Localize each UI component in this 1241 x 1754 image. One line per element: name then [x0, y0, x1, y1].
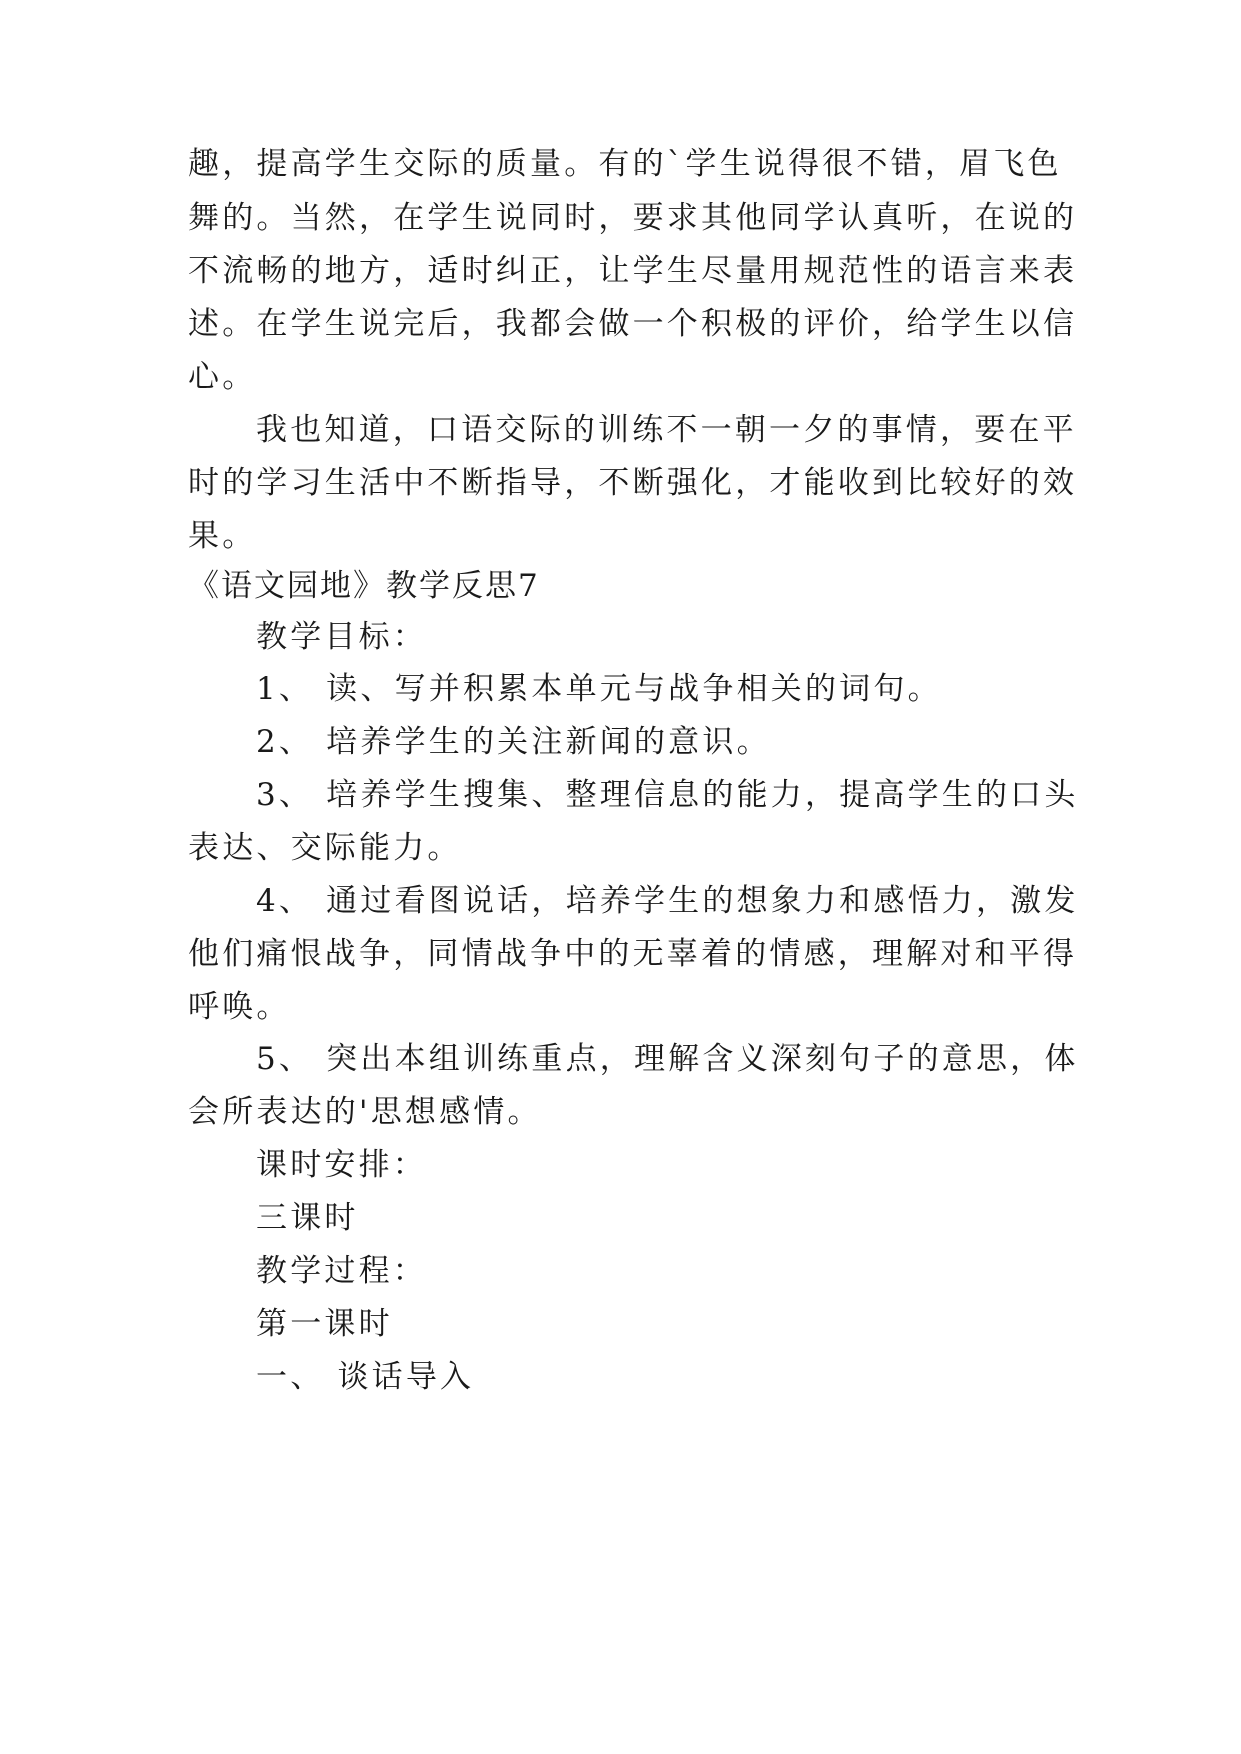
paragraph-line: 述。在学生说完后，我都会做一个积极的评价，给学生以信 — [188, 306, 1078, 342]
section-title: 《语文园地》教学反思7 — [188, 568, 540, 604]
paragraph-line: 时的学习生活中不断指导，不断强化，才能收到比较好的效 — [188, 465, 1078, 501]
paragraph-line: 不流畅的地方，适时纠正，让学生尽量用规范性的语言来表 — [188, 253, 1078, 289]
paragraph-line: 趣，提高学生交际的质量。有的`学生说得很不错，眉飞色 — [188, 146, 1062, 182]
goal-item-4-cont: 他们痛恨战争，同情战争中的无辜着的情感，理解对和平得 — [188, 936, 1078, 972]
goal-item-4: 4、 通过看图说话，培养学生的想象力和感悟力，激发 — [256, 883, 1079, 919]
paragraph-line: 心。 — [188, 359, 257, 395]
lesson-title: 第一课时 — [256, 1306, 393, 1342]
paragraph-line: 我也知道，口语交际的训练不一朝一夕的事情，要在平 — [256, 412, 1077, 448]
goal-item-3-cont: 表达、交际能力。 — [188, 830, 462, 866]
goal-item-1: 1、 读、写并积累本单元与战争相关的词句。 — [256, 671, 942, 707]
goal-item-4-cont: 呼唤。 — [188, 989, 291, 1025]
schedule-label: 课时安排： — [256, 1147, 427, 1183]
paragraph-line: 舞的。当然，在学生说同时，要求其他同学认真听，在说的 — [188, 200, 1078, 236]
process-label: 教学过程： — [256, 1253, 427, 1289]
goal-item-5-cont: 会所表达的'思想感情。 — [188, 1094, 542, 1130]
goal-item-2: 2、 培养学生的关注新闻的意识。 — [256, 724, 771, 760]
goal-item-3: 3、 培养学生搜集、整理信息的能力，提高学生的口头 — [256, 777, 1079, 813]
paragraph-line: 果。 — [188, 518, 257, 554]
schedule-value: 三课时 — [256, 1200, 359, 1236]
step-title: 一、 谈话导入 — [256, 1359, 475, 1395]
goals-label: 教学目标： — [256, 619, 427, 655]
goal-item-5: 5、 突出本组训练重点，理解含义深刻句子的意思，体 — [256, 1041, 1079, 1077]
